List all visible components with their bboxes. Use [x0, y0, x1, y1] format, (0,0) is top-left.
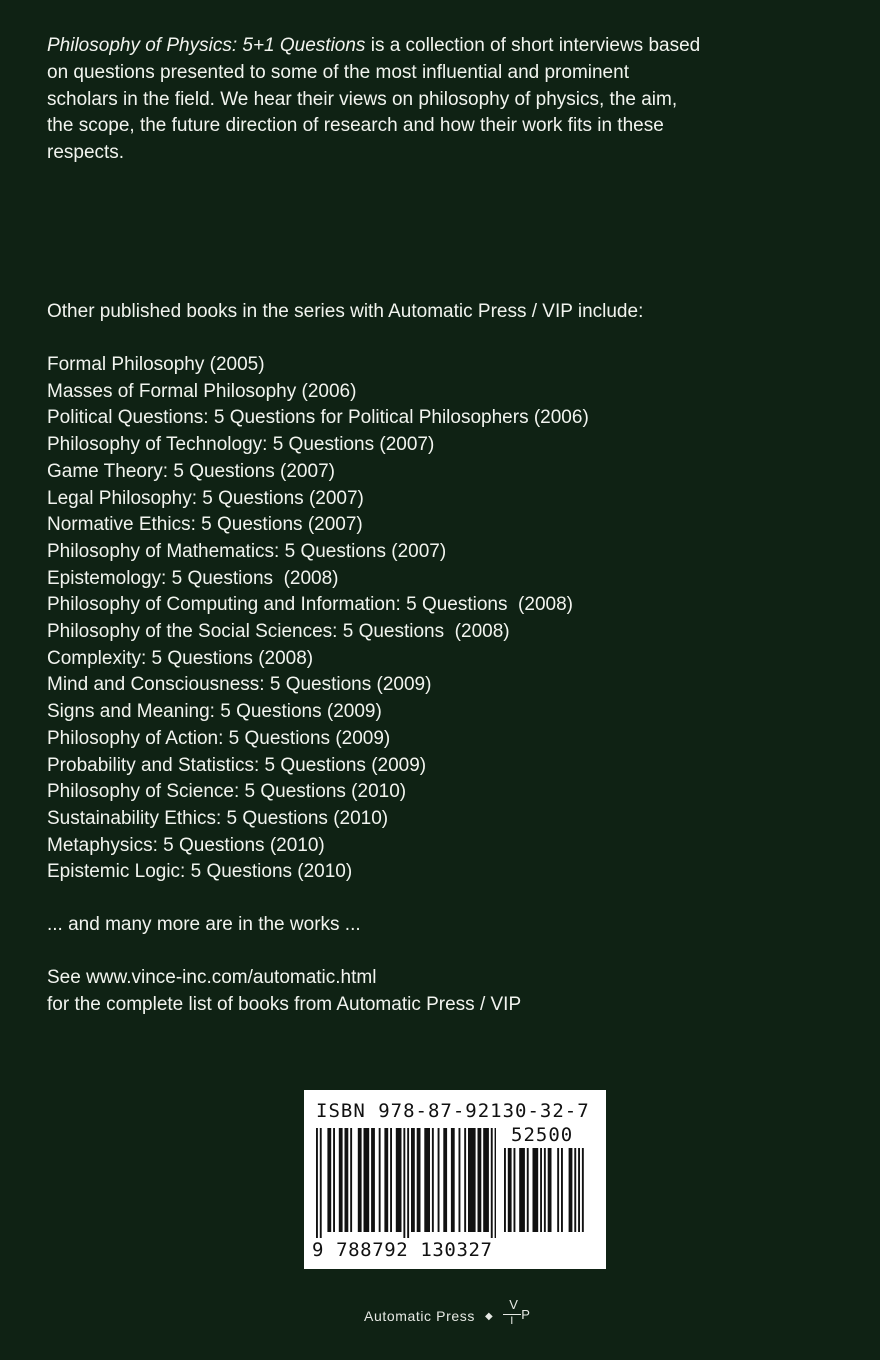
barcode-bar	[327, 1128, 331, 1232]
publisher-imprint	[364, 1297, 533, 1329]
publisher-name: Automatic Press	[364, 1308, 475, 1324]
list-item: Probability and Statistics: 5 Questions (2009)	[47, 754, 427, 776]
list-item: Signs and Meaning: 5 Questions (2009)	[47, 701, 382, 723]
list-item: Masses of Formal Philosophy (2006)	[47, 380, 357, 402]
barcode-bar	[478, 1128, 482, 1232]
intro-text-line4: the scope, the future direction of research and how their work fits in these	[47, 115, 664, 137]
barcode-bar	[527, 1148, 529, 1232]
barcode-bar	[582, 1148, 584, 1232]
barcode-bar	[417, 1128, 421, 1232]
more-in-works-text: ... and many more are in the works ...	[47, 914, 361, 935]
barcode-bar	[424, 1128, 430, 1232]
barcode-bar	[390, 1128, 392, 1232]
barcode-bar	[459, 1128, 461, 1232]
series-heading: Other published books in the series with Automatic Press / VIP include:	[47, 301, 644, 322]
barcode-bar	[578, 1148, 580, 1232]
barcode-bar	[504, 1148, 506, 1232]
barcode-bar	[508, 1148, 512, 1232]
barcode-bar	[358, 1128, 362, 1232]
price-code: 52500	[511, 1124, 574, 1146]
barcode-bar	[495, 1128, 496, 1238]
barcode-bar	[345, 1128, 349, 1232]
barcode-bar	[396, 1128, 402, 1232]
list-item: Metaphysics: 5 Questions (2010)	[47, 834, 325, 856]
website-line: See www.vince-inc.com/automatic.html	[47, 967, 377, 988]
list-item: Political Questions: 5 Questions for Political Philosophers (2006)	[47, 407, 589, 429]
barcode-bar	[514, 1148, 516, 1232]
diamond-icon: ◆	[484, 1310, 494, 1322]
intro-text-line3: scholars in the field. We hear their views on philosophy of physics, the aim,	[47, 88, 678, 110]
barcode-bar	[333, 1128, 335, 1232]
list-item: Complexity: 5 Questions (2008)	[47, 647, 314, 669]
intro-text-line1: is a collection of short interviews based	[365, 35, 701, 56]
list-item: Sustainability Ethics: 5 Questions (2010)	[47, 807, 389, 829]
barcode-bar	[379, 1128, 381, 1232]
list-item: Mind and Consciousness: 5 Questions (2009)	[47, 674, 432, 696]
barcode-bar	[320, 1128, 322, 1238]
barcode-bar	[548, 1148, 552, 1232]
barcode-bar	[519, 1148, 525, 1232]
intro-text-line2: on questions presented to some of the most influential and prominent	[47, 61, 629, 83]
list-item: Philosophy of Computing and Information: 5 Questions (2008)	[47, 594, 573, 616]
list-item: Legal Philosophy: 5 Questions (2007)	[47, 487, 364, 509]
barcode-bar	[350, 1128, 352, 1232]
list-item: Epistemic Logic: 5 Questions (2010)	[47, 861, 353, 883]
list-item: Normative Ethics: 5 Questions (2007)	[47, 514, 363, 536]
barcode-bar	[491, 1128, 493, 1238]
logo-letter-v: V	[509, 1297, 519, 1312]
isbn-barcode	[304, 1090, 606, 1269]
barcode-bar	[483, 1128, 489, 1232]
intro-text-line5: respects.	[47, 142, 125, 164]
list-item: Game Theory: 5 Questions (2007)	[47, 460, 335, 482]
barcode-bar	[432, 1128, 434, 1232]
barcode-bar	[464, 1128, 466, 1232]
logo-letter-p: P	[521, 1307, 531, 1322]
barcode-bar	[533, 1148, 539, 1232]
list-item: Philosophy of Action: 5 Questions (2009)	[47, 727, 391, 749]
vip-logo	[503, 1297, 533, 1329]
barcode-bar	[561, 1148, 563, 1232]
ean-digits: 9 788792 130327	[312, 1239, 493, 1261]
barcode-bar	[544, 1148, 546, 1232]
see-website-text	[47, 965, 521, 1019]
list-item: Philosophy of Technology: 5 Questions (2007)	[47, 434, 435, 456]
list-item: Philosophy of Mathematics: 5 Questions (2007)	[47, 540, 447, 562]
barcode-bar	[557, 1148, 559, 1232]
barcode-bar	[569, 1148, 573, 1232]
book-title: Philosophy of Physics: 5+1 Questions	[47, 35, 366, 56]
barcode-bar	[403, 1128, 405, 1238]
barcode-bar	[316, 1128, 318, 1238]
barcode-bar	[407, 1128, 409, 1238]
barcode-bar	[384, 1128, 388, 1232]
addon-bars	[504, 1148, 588, 1236]
list-item: Formal Philosophy (2005)	[47, 354, 265, 375]
barcode-bar	[443, 1128, 447, 1232]
isbn-number: ISBN 978-87-92130-32-7	[316, 1100, 590, 1122]
barcode-bar	[540, 1148, 542, 1232]
barcode-bar	[468, 1128, 476, 1232]
barcode-bar	[438, 1128, 440, 1232]
logo-letter-i: I	[510, 1315, 514, 1327]
intro-paragraph	[47, 33, 787, 167]
list-item: Epistemology: 5 Questions (2008)	[47, 567, 339, 589]
barcode-bar	[411, 1128, 415, 1232]
barcode-bar	[364, 1128, 370, 1232]
barcode-bar	[339, 1128, 343, 1232]
complete-list-line: for the complete list of books from Automatic Press / VIP	[47, 993, 522, 1015]
list-item: Philosophy of Science: 5 Questions (2010)	[47, 781, 407, 803]
barcode-bar	[371, 1128, 375, 1232]
barcode-bar	[451, 1128, 455, 1232]
ean-bars	[316, 1128, 496, 1240]
list-item: Philosophy of the Social Sciences: 5 Questions (2008)	[47, 621, 510, 643]
book-list	[47, 352, 589, 886]
barcode-bar	[574, 1148, 576, 1232]
